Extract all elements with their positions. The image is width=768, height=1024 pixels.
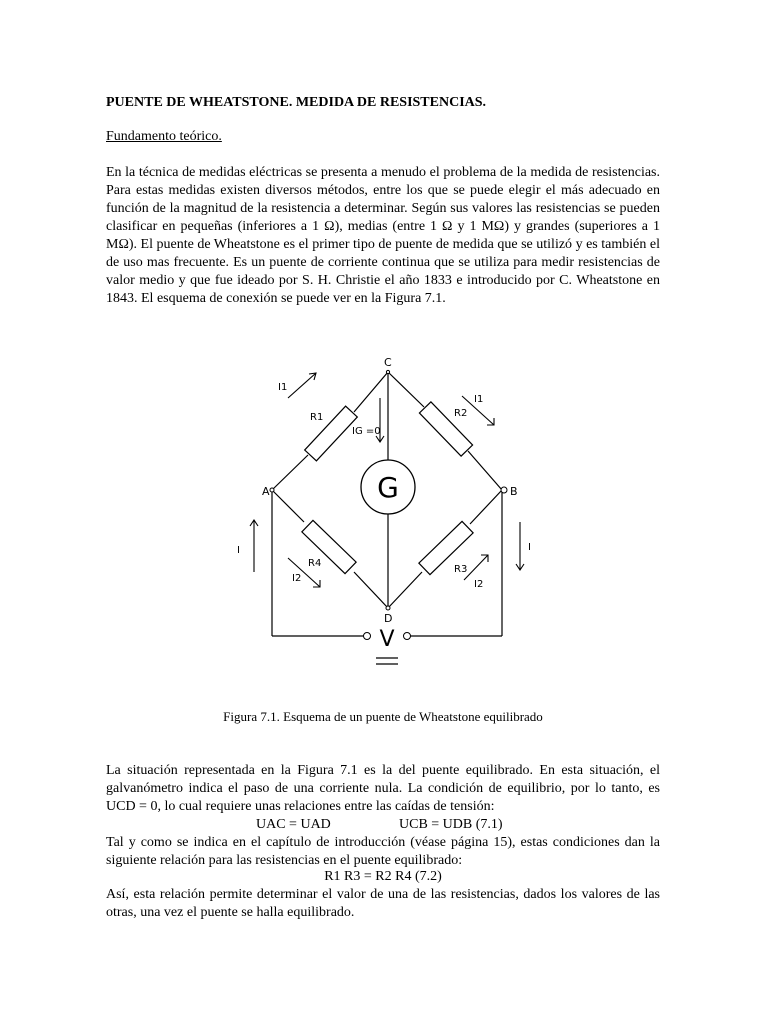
node-a-dot	[270, 488, 274, 492]
paragraph-relation: Tal y como se indica en el capítulo de introducción (véase página 15), estas condiciones dan la siguiente relación para las resistencias en el puente equilibrado:	[106, 835, 660, 868]
source-v: V	[379, 627, 395, 652]
wire-d-r3	[388, 572, 422, 608]
label-i-left: I	[237, 545, 240, 556]
label-i1-right: I1	[474, 394, 484, 405]
figure-caption	[106, 709, 660, 725]
label-r1: R1	[310, 412, 324, 423]
node-c-dot	[386, 370, 389, 373]
node-c-label: C	[384, 356, 392, 369]
label-i1-left: I1	[278, 382, 288, 393]
node-b-dot	[501, 487, 507, 493]
paragraph-balanced-bridge: La situación representada en la Figura 7.1 es la del puente equilibrado. En esta situación, el galvanómetro indica el paso de una corriente nula. La condición de equilibrio, por lo tanto, es UCD = 0, lo cual requiere unas relaciones entre las caídas de tensión:	[106, 763, 660, 814]
label-r4: R4	[308, 558, 322, 569]
source-terminal-left	[364, 633, 371, 640]
page-title: PUENTE DE WHEATSTONE. MEDIDA DE RESISTENCIAS.	[106, 95, 487, 110]
node-d-dot	[386, 606, 390, 610]
wire-a-r4	[272, 490, 304, 522]
paragraph-conclusion: Así, esta relación permite determinar el valor de una de las resistencias, dados los valores de las otras, una vez el puente se halla equilibrado.	[106, 887, 660, 920]
node-b-label: B	[510, 485, 518, 498]
paragraph-intro: En la técnica de medidas eléctricas se presenta a menudo el problema de la medida de resistencias. Para estas medidas existen diversos métodos, entre los que se puede elegir el más adecuado en función de la magnitud de la resistencia a determinar. Según sus valores las resistencias se pueden clasificar en pequeñas (inferiores a 1 Ω), medias (entre 1 Ω y 1 MΩ) y grandes (superiores a 1 MΩ). El puente de Wheatstone es el primer tipo de puente de medida que se utilizó y es también el de uso mas frecuente. Es un puente de corriente continua que se utiliza para medir resistencias de valor medio y que fue ideado por S. H. Christie el año 1833 e introducido por C. Wheatstone en 1843. El esquema de conexión se puede ver en la Figura 7.1.	[106, 165, 660, 306]
wheatstone-bridge-figure	[230, 350, 550, 675]
wire-r1-c	[354, 372, 388, 412]
wire-r3-b	[470, 490, 502, 524]
label-i2-right: I2	[474, 579, 484, 590]
wire-r4-d	[354, 572, 388, 608]
wire-c-r2	[388, 372, 424, 407]
node-d-label: D	[384, 612, 393, 625]
source-terminal-right	[404, 633, 411, 640]
equation-7-1-right: UCB = UDB (7.1)	[399, 817, 503, 832]
wire-r2-b	[468, 451, 502, 490]
label-ig: IG =0	[352, 426, 381, 437]
label-r2: R2	[454, 408, 468, 419]
arrow-i2-right	[464, 555, 488, 580]
label-i2-left: I2	[292, 573, 302, 584]
equation-7-1-left: UAC = UAD	[256, 817, 331, 832]
wire-a-r1	[272, 455, 308, 490]
figure-caption-label: Figura 7.1.	[223, 709, 280, 724]
section-heading: Fundamento teórico.	[106, 129, 222, 144]
label-r3: R3	[454, 564, 468, 575]
arrow-i1-left	[288, 373, 316, 398]
equation-7-2: R1 R3 = R2 R4 (7.2)	[324, 869, 442, 884]
label-i-right: I	[528, 542, 531, 553]
node-a-label: A	[262, 485, 270, 498]
galvanometer-symbol: G	[377, 471, 399, 504]
figure-caption-text: Esquema de un puente de Wheatstone equilibrado	[279, 709, 543, 724]
